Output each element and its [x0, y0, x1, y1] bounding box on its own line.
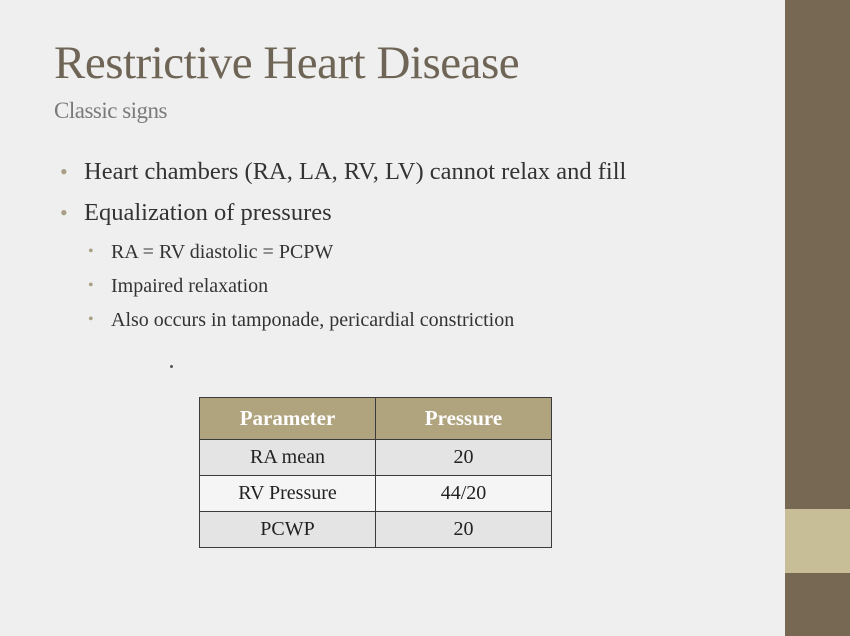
table-cell: 44/20 — [376, 476, 552, 512]
table-row — [200, 440, 552, 476]
table-header-cell: Parameter — [200, 398, 376, 440]
bullet-item: • Heart chambers (RA, LA, RV, LV) cannot relax and fill — [60, 155, 626, 196]
sub-bullet-item: • RA = RV diastolic = PCPW — [88, 237, 626, 271]
table-row — [200, 512, 552, 548]
table-cell: PCWP — [200, 512, 376, 548]
sub-bullet-item: • Also occurs in tamponade, pericardial constriction — [88, 305, 626, 339]
slide-subtitle: Classic signs — [54, 98, 167, 123]
table-cell: RV Pressure — [200, 476, 376, 512]
table-header-row — [200, 398, 552, 440]
table-cell: 20 — [376, 440, 552, 476]
table-cell: RA mean — [200, 440, 376, 476]
stray-dot — [170, 365, 173, 368]
pressure-table — [199, 397, 552, 548]
bullet-item: • Equalization of pressures — [60, 196, 626, 237]
table-header-cell: Pressure — [376, 398, 552, 440]
sub-bullet-item: • Impaired relaxation — [88, 271, 626, 305]
table-row — [200, 476, 552, 512]
slide-title: Restrictive Heart Disease — [54, 37, 520, 89]
bullet-list — [60, 155, 626, 339]
table-cell: 20 — [376, 512, 552, 548]
sidebar-accent-light — [785, 509, 850, 573]
